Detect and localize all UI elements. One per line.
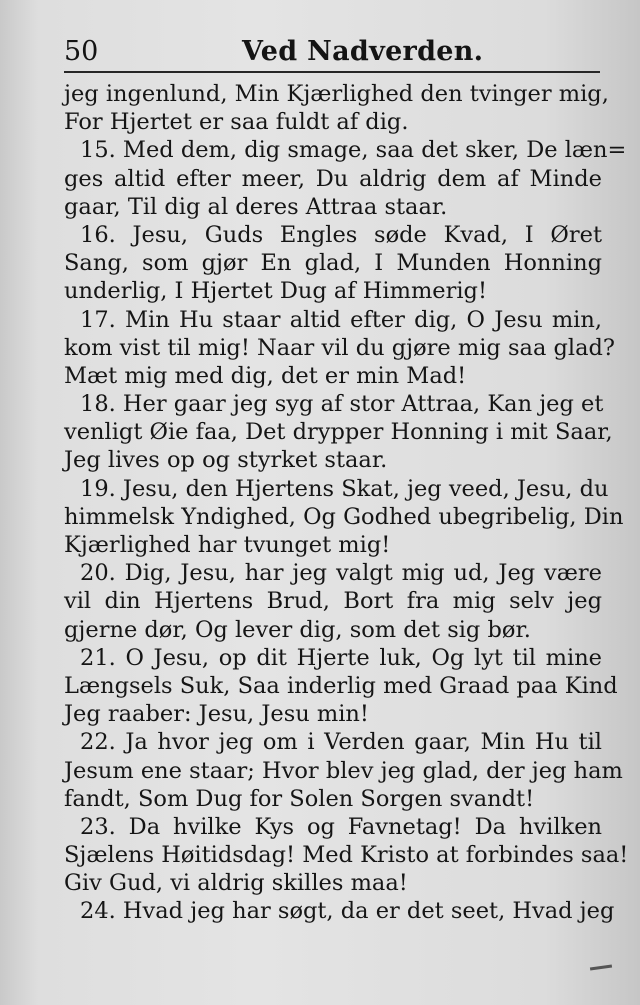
ink-mark <box>590 964 612 970</box>
text-line: ges altid efter meer, Du aldrig dem af Minde <box>64 165 602 192</box>
text-line: Jesum ene staar; Hvor blev jeg glad, der jeg ham <box>64 757 623 784</box>
text-line: Sang, som gjør En glad, I Munden Honning <box>64 250 602 277</box>
verse-18-start: 18. Her gaar jeg syg af stor Attraa, Kan jeg et <box>80 391 604 418</box>
running-title: Ved Nadverden. <box>242 36 484 67</box>
verse-20-start: 20. Dig, Jesu, har jeg valgt mig ud, Jeg være <box>80 560 602 587</box>
text-line: Sjælens Høitidsdag! Med Kristo at forbindes saa! <box>64 842 629 869</box>
text-line: gjerne dør, Og lever dig, som det sig bør. <box>64 616 531 643</box>
text-line: vil din Hjertens Brud, Bort fra mig selv jeg <box>64 588 602 615</box>
page-header <box>64 30 600 70</box>
verse-22-start: 22. Ja hvor jeg om i Verden gaar, Min Hu til <box>80 729 602 756</box>
verse-23-start: 23. Da hvilke Kys og Favnetag! Da hvilken <box>80 813 602 840</box>
verse-24-start: 24. Hvad jeg har søgt, da er det seet, Hvad jeg <box>80 898 615 925</box>
verse-19-start: 19. Jesu, den Hjertens Skat, jeg veed, Jesu, du <box>80 475 609 502</box>
text-line: Kjærlighed har tvunget mig! <box>64 532 391 558</box>
verse-16-start: 16. Jesu, Guds Engles søde Kvad, I Øret <box>80 221 602 248</box>
verse-15-start: 15. Med dem, dig smage, saa det sker, De læn= <box>80 137 627 164</box>
text-line: Længsels Suk, Saa inderlig med Graad paa Kind <box>64 672 618 699</box>
text-line: fandt, Som Dug for Solen Sorgen svandt! <box>64 785 535 812</box>
verse-17-start: 17. Min Hu staar altid efter dig, O Jesu min, <box>80 306 602 333</box>
hymn-text <box>64 80 629 926</box>
text-line: For Hjertet er saa fuldt af dig. <box>64 109 409 136</box>
text-line: Mæt mig med dig, det er min Mad! <box>64 362 467 389</box>
header-rule <box>64 71 600 73</box>
text-line: gaar, Til dig al deres Attraa staar. <box>64 193 448 220</box>
verse-21-start: 21. O Jesu, op dit Hjerte luk, Og lyt til mine <box>80 644 602 671</box>
text-line: kom vist til mig! Naar vil du gjøre mig saa glad? <box>64 334 615 361</box>
page-number: 50 <box>64 36 99 67</box>
text-line: Jeg raaber: Jesu, Jesu min! <box>64 701 369 728</box>
text-line: jeg ingenlund, Min Kjærlighed den tvinger mig, <box>64 81 609 107</box>
text-line: Giv Gud, vi aldrig skilles maa! <box>64 870 408 897</box>
text-line: himmelsk Yndighed, Og Godhed ubegribelig, Din <box>64 503 624 530</box>
text-line: venligt Øie faa, Det drypper Honning i mit Saar, <box>64 419 613 446</box>
text-line: Jeg lives op og styrket staar. <box>64 447 388 474</box>
text-line: underlig, I Hjertet Dug af Himmerig! <box>64 278 487 305</box>
